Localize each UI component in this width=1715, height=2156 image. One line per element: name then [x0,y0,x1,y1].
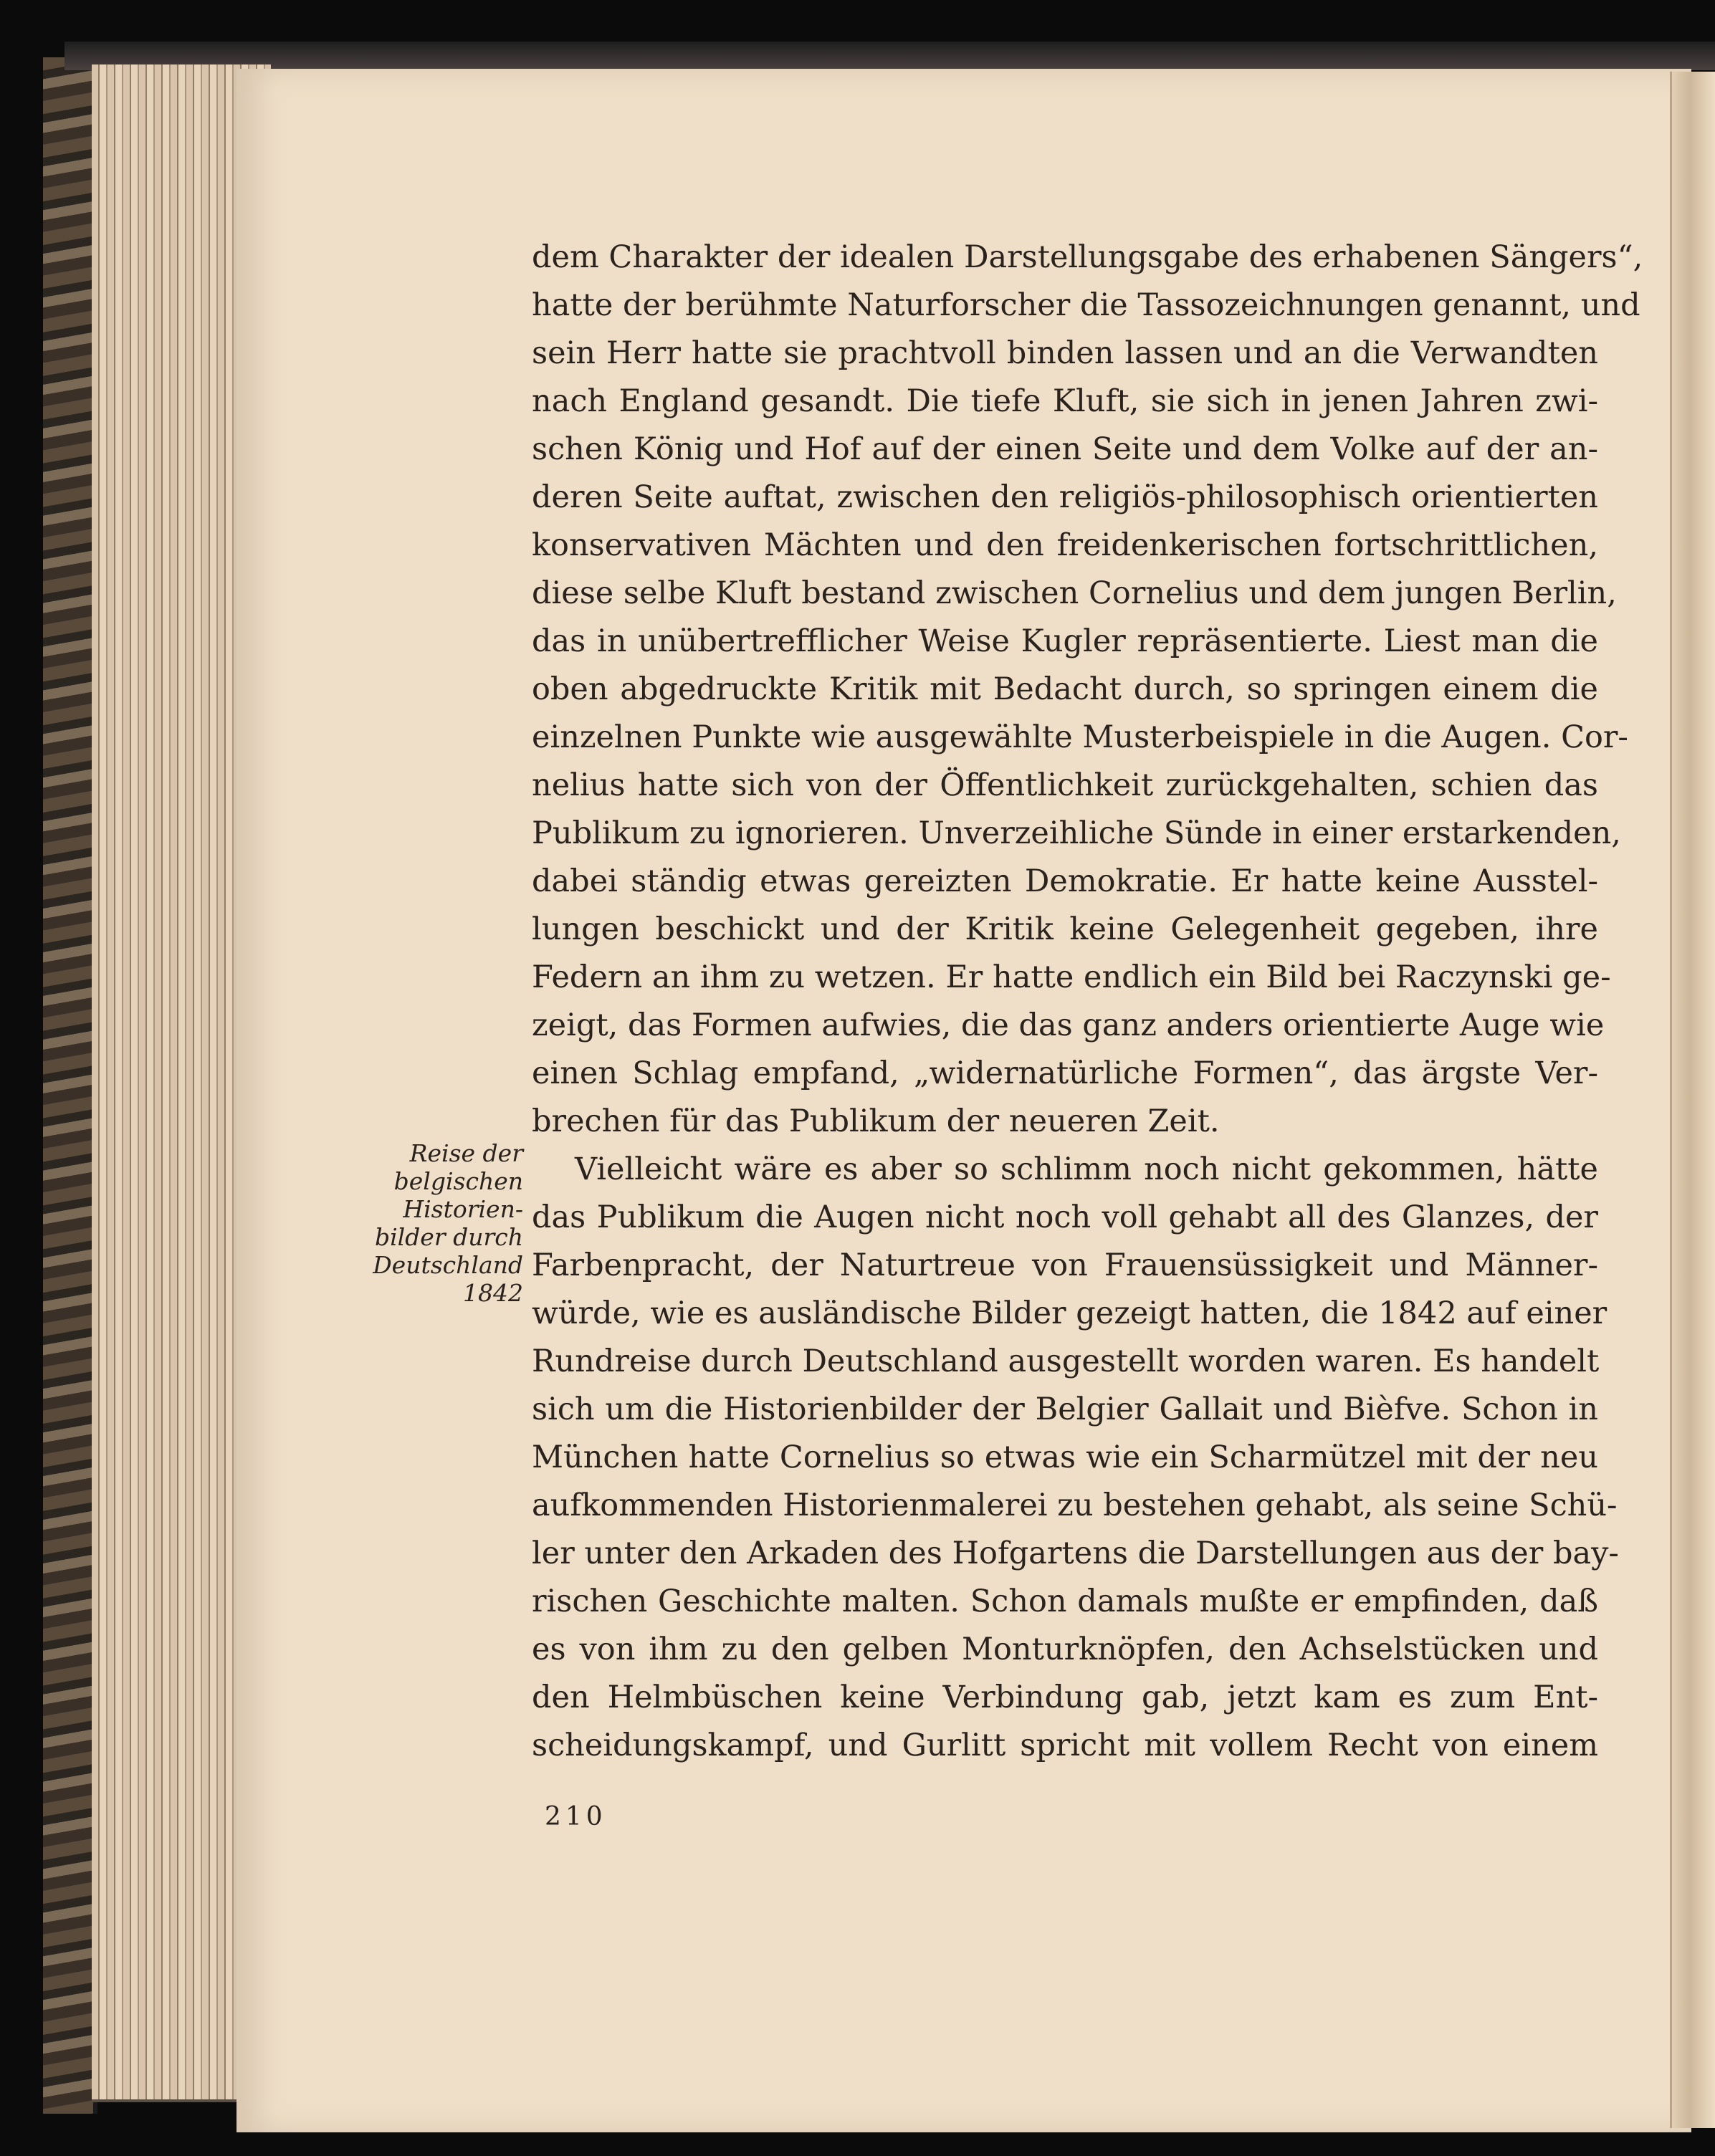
text-line: das Publikum die Augen nicht noch voll gehabt all des Glanzes, der [532,1199,1598,1235]
text-line: konservativen Mächten und den freidenkerischen fortschrittlichen, [532,527,1598,563]
text-line: Federn an ihm zu wetzen. Er hatte endlich ein Bild bei Raczynski ge- [532,959,1611,995]
marginal-note-line: Deutschland [373,1251,523,1279]
text-line: Vielleicht wäre es aber so schlimm noch nicht gekommen, hätte [575,1151,1598,1187]
text-line: diese selbe Kluft bestand zwischen Cornelius und dem jungen Berlin, [532,575,1617,611]
text-line: dabei ständig etwas gereizten Demokratie. Er hatte keine Ausstel- [532,863,1598,899]
text-line: lungen beschickt und der Kritik keine Gelegenheit gegeben, ihre [532,911,1598,947]
text-line: Farbenpracht, der Naturtreue von Frauensüssigkeit und Männer- [532,1247,1598,1283]
text-line: würde, wie es ausländische Bilder gezeigt hatten, die 1842 auf einer [532,1295,1607,1331]
marginal-note [351,1139,523,1307]
body-text [532,234,1643,1770]
marginal-note-line: belgischen [393,1167,523,1195]
text-line: hatte der berühmte Naturforscher die Tassozeichnungen genannt, und [532,287,1640,323]
text-line: zeigt, das Formen aufwies, die das ganz anders orientierte Auge wie [532,1007,1605,1043]
text-line: deren Seite auftat, zwischen den religiös-philosophisch orientierten [532,479,1598,515]
text-line: brechen für das Publikum der neueren Zeit. [532,1103,1220,1139]
marbled-cover [43,57,97,2114]
book-spine-top [65,42,1715,70]
marginal-note-line: Reise der [409,1139,523,1167]
text-line: sein Herr hatte sie prachtvoll binden lassen und an die Verwandten [532,335,1598,371]
text-line: Rundreise durch Deutschland ausgestellt worden waren. Es handelt [532,1343,1600,1379]
text-line: ler unter den Arkaden des Hofgartens die Darstellungen aus der bay- [532,1535,1619,1571]
text-line: schen König und Hof auf der einen Seite und dem Volke auf der an- [532,431,1598,467]
text-line: das in unübertrefflicher Weise Kugler repräsentierte. Liest man die [532,623,1598,659]
marginal-note-line: Historien- [403,1195,523,1223]
text-line: den Helmbüschen keine Verbindung gab, jetzt kam es zum Ent- [532,1680,1598,1715]
text-line: München hatte Cornelius so etwas wie ein Scharmützel mit der neu [532,1439,1598,1475]
text-line: es von ihm zu den gelben Monturknöpfen, den Achselstücken und [532,1632,1598,1667]
marginal-note-line: bilder durch [374,1223,523,1251]
text-line: aufkommenden Historienmalerei zu bestehen gehabt, als seine Schü- [532,1487,1618,1523]
text-line: scheidungskampf, und Gurlitt spricht mit vollem Recht von einem [532,1728,1598,1763]
text-line: einzelnen Punkte wie ausgewählte Musterbeispiele in die Augen. Cor- [532,719,1628,755]
paragraph-2 [532,1146,1619,1770]
text-line: sich um die Historienbilder der Belgier Gallait und Bièfve. Schon in [532,1391,1598,1427]
paragraph-1 [532,234,1643,1146]
page-gutter [1670,72,1715,2128]
text-line: nelius hatte sich von der Öffentlichkeit zurückgehalten, schien das [532,767,1598,803]
marginal-note-line: 1842 [463,1279,523,1307]
page-number: 210 [545,1802,607,1831]
text-line: oben abgedruckte Kritik mit Bedacht durch, so springen einem die [532,671,1598,707]
text-line: rischen Geschichte malten. Schon damals mußte er empfinden, daß [532,1584,1598,1619]
text-line: einen Schlag empfand, „widernatürliche Formen“, das ärgste Ver- [532,1055,1598,1091]
text-line: Publikum zu ignorieren. Unverzeihliche Sünde in einer erstarkenden, [532,815,1621,851]
text-line: nach England gesandt. Die tiefe Kluft, sie sich in jenen Jahren zwi- [532,383,1598,419]
text-line: dem Charakter der idealen Darstellungsgabe des erhabenen Sängers“, [532,239,1643,275]
